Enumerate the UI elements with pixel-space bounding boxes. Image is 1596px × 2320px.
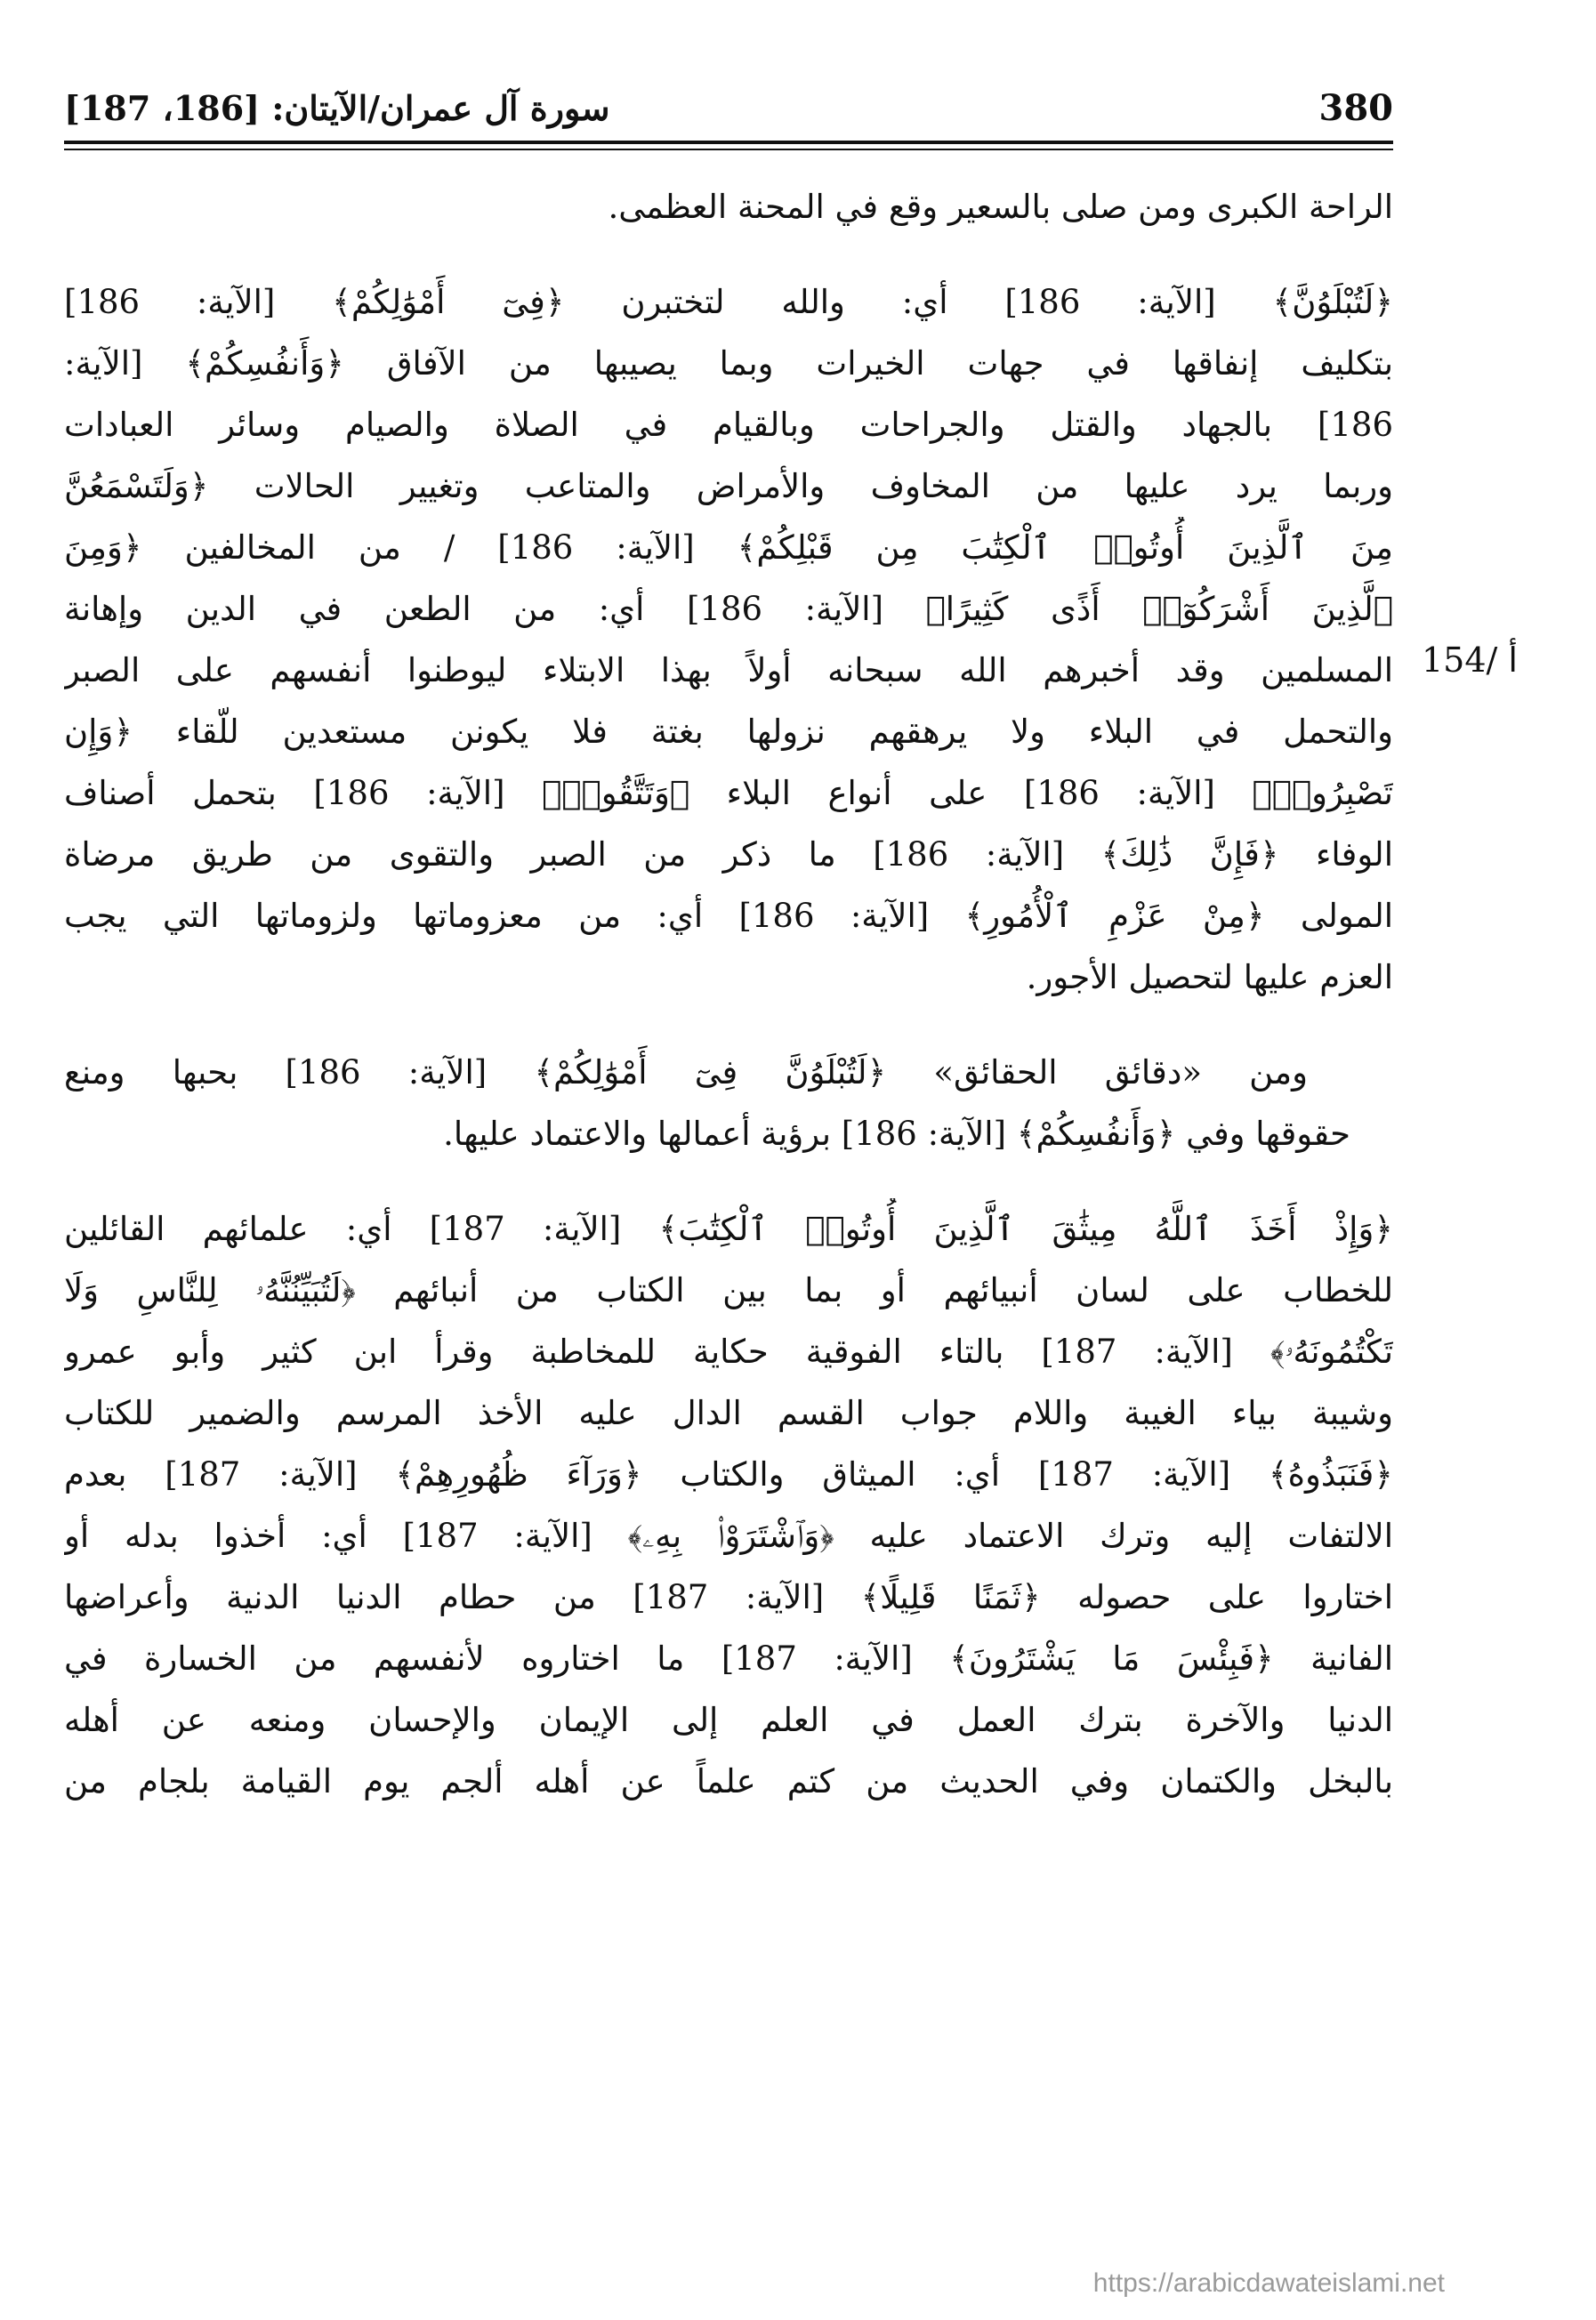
text-line: ٱلَّذِينَ أَشْرَكُوٓا۟ أَذًى كَثِيرًا﴾ [الآية: 186] أي: من الطعن في الدين وإهانة (64, 590, 1393, 628)
text-line: الوفاء ﴿فَإِنَّ ذَٰلِكَ﴾ [الآية: 186] ما ذكر من الصبر والتقوى من طريق مرضاة (64, 835, 1393, 874)
text-line: 186] بالجهاد والقتل والجراحات وبالقيام في الصلاة والصيام وسائر العبادات (64, 406, 1393, 444)
text-line: بتكليف إنفاقها في جهات الخيرات وبما يصيبها من الآفاق ﴿وَأَنفُسِكُمْ﴾ [الآية: (64, 344, 1393, 383)
text-line: الفانية ﴿فَبِئْسَ مَا يَشْتَرُونَ﴾ [الآية: 187] ما اختاروه لأنفسهم من الخسارة في (64, 1639, 1393, 1678)
text-line: تَكْتُمُونَهُۥ﴾ [الآية: 187] بالتاء الفوقية حكاية للمخاطبة وقرأ ابن كثير وأبو عمرو (64, 1333, 1393, 1371)
running-title: سورة آل عمران/الآيتان: [186، 187] (64, 88, 610, 128)
text-line: ﴿لَتُبْلَوُنَّ﴾ [الآية: 186] أي: والله لتختبرن ﴿فِىٓ أَمْوَٰلِكُمْ﴾ [الآية: 186] (64, 283, 1393, 321)
paragraph (64, 1198, 1393, 1812)
text-line: الدنيا والآخرة بترك العمل في العلم إلى الإيمان والإحسان ومنعه عن أهله (64, 1701, 1393, 1739)
paragraph (64, 1042, 1393, 1164)
text-line: للخطاب على لسان أنبيائهم أو بما بين الكتاب من أنبائهم ﴿لَتُبَيِّنُنَّهُۥ لِلنَّاسِ وَلَا (64, 1271, 1393, 1309)
text-line: ﴿وَإِذْ أَخَذَ ٱللَّهُ مِيثَٰقَ ٱلَّذِينَ أُوتُوا۟ ٱلْكِتَٰبَ﴾ [الآية: 187] أي: علمائهم القائلين (64, 1210, 1393, 1248)
text-line: حقوقها وفي ﴿وَأَنفُسِكُمْ﴾ [الآية: 186] برؤية أعمالها والاعتماد عليها. (443, 1115, 1350, 1153)
text-line: العزم عليها لتحصيل الأجور. (1026, 958, 1393, 996)
paragraph (64, 176, 1393, 238)
page-number: 380 (1318, 87, 1393, 129)
text-line: مِنَ ٱلَّذِينَ أُوتُوا۟ ٱلْكِتَٰبَ مِن قَبْلِكُمْ﴾ [الآية: 186] / من المخالفين ﴿وَمِنَ (64, 528, 1393, 567)
margin-folio-note: 154/ أ (1422, 640, 1518, 680)
text-line: اختاروا على حصوله ﴿ثَمَنًا قَلِيلًا﴾ [الآية: 187] من حطام الدنيا الدنية وأعراضها (64, 1578, 1393, 1616)
text-line: وربما يرد عليها من المخاوف والأمراض والمتاعب وتغيير الحالات ﴿وَلَتَسْمَعُنَّ (64, 467, 1393, 505)
paragraph (64, 271, 1393, 1008)
text-line: المسلمين وقد أخبرهم الله سبحانه أولاً بهذا الابتلاء ليوطنوا أنفسهم على الصبر (64, 651, 1393, 689)
header-rule-thick (64, 141, 1393, 144)
page-header (64, 82, 1393, 135)
text-line: والتحمل في البلاء ولا يرهقهم نزولها بغتة فلا يكونن مستعدين للّقاء ﴿وَإِن (64, 713, 1393, 751)
text-line: بالبخل والكتمان وفي الحديث من كتم علماً عن أهله ألجم يوم القيامة بلجام من (64, 1762, 1393, 1800)
text-line: الالتفات إليه وترك الاعتماد عليه ﴿وَٱشْتَرَوْا۟ بِهِۦ﴾ [الآية: 187] أي: أخذوا بدله أو (64, 1517, 1393, 1555)
text-line: وشيبة بياء الغيبة واللام جواب القسم الدال عليه الأخذ المرسم والضمير للكتاب (64, 1394, 1393, 1432)
text-line: ﴿فَنَبَذُوهُ﴾ [الآية: 187] أي: الميثاق والكتاب ﴿وَرَآءَ ظُهُورِهِمْ﴾ [الآية: 187] بعدم (64, 1455, 1393, 1494)
text-line: ومن «دقائق الحقائق» ﴿لَتُبْلَوُنَّ فِىٓ أَمْوَٰلِكُمْ﴾ [الآية: 186] بحبها ومنع (64, 1053, 1308, 1092)
watermark-url: https://arabicdawateislami.net (1092, 2268, 1445, 2298)
body-text (64, 176, 1393, 1812)
header-rule-thin (64, 149, 1393, 150)
text-line: تَصْبِرُوا۟﴾ [الآية: 186] على أنواع البلاء ﴿وَتَتَّقُوا۟﴾ [الآية: 186] بتحمل أصناف (64, 774, 1393, 812)
text-line: الراحة الكبرى ومن صلى بالسعير وقع في المحنة العظمى. (608, 188, 1393, 226)
text-line: المولى ﴿مِنْ عَزْمِ ٱلْأُمُورِ﴾ [الآية: 186] أي: من معزوماتها ولزوماتها التي يجب (64, 897, 1393, 935)
